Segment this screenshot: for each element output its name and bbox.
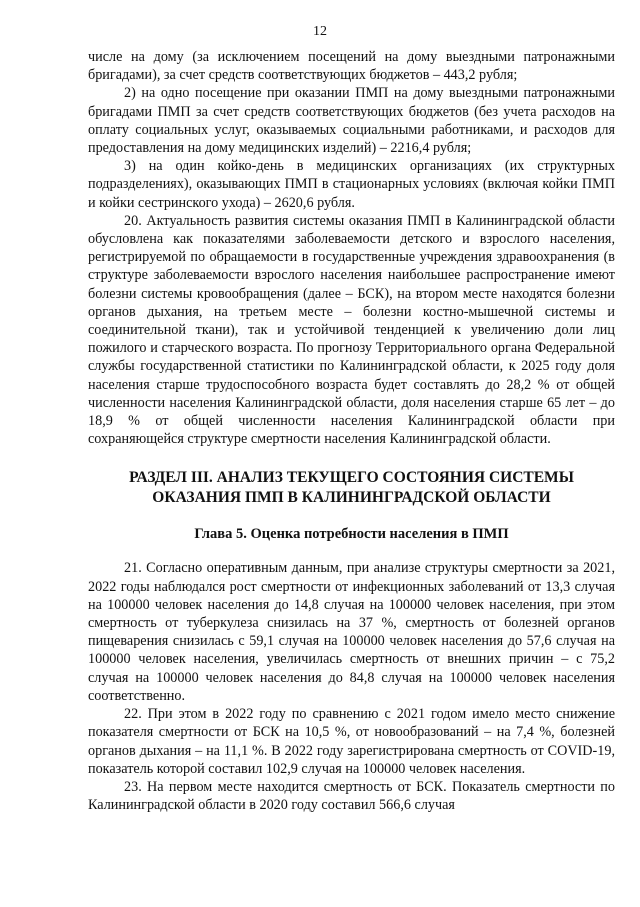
paragraph-23: 23. На первом месте находится смертность от БСК. Показатель смертности по Калининградской области в 2020 году составил 566,6 случая — [88, 778, 615, 814]
paragraph-item-3: 3) на один койко-день в медицинских организациях (их структурных подразделениях), оказывающих ПМП в стационарных условиях (включая койки ПМП и койки сестринского ухода) – 2620,6 рубля. — [88, 158, 615, 211]
paragraph-20: 20. Актуальность развития системы оказания ПМП в Калининградской области обусловлена как показателями заболеваемости детского и взрослого населения, регистрируемой по обращаемости в государственные учреждения здравоохранения (в структуре заболеваемости взрослого населения наибольшее распространение имеют болезни системы кровообращения (далее – БСК), на втором месте находятся болезни органов дыхания, на третьем месте – болезни костно-мышечной системы и соединительной ткани), так и устойчивой тенденцией к увеличению доли лиц пожилого и старческого возраста. По прогнозу Территориального органа Федеральной службы государственной статистики по Калининградской области, к 2025 году доля населения старше трудоспособного возраста будет составлять до 28,2 % от общей численности населения Калининградской области, доля населения старше 65 лет – до 18,9 % от общей численности населения Калининградской области при сохраняющейся структуре смертности населения Калининградской области. — [88, 212, 615, 448]
page-number: 12 — [313, 24, 327, 39]
page-content — [88, 48, 615, 814]
chapter-title: Глава 5. Оценка потребности населения в ПМП — [194, 526, 509, 543]
paragraph-item-2: 2) на одно посещение при оказании ПМП на дому выездными патронажными бригадами ПМП за счет средств соответствующих бюджетов (без учета расходов на оплату социальных услуг, оказываемых социальными работниками, и расходов для предоставления на дому медицинских изделий) – 2216,4 рубля; — [88, 85, 615, 157]
paragraph-21: 21. Согласно оперативным данным, при анализе структуры смертности за 2021, 2022 годы наблюдался рост смертности от инфекционных заболеваний от 13,3 случая на 100000 человек населения до 14,8 случая на 100000 человек населения, при этом смертность от туберкулеза снизилась на 37 %, смертность от болезней органов пищеварения снизилась с 59,1 случая на 100000 человек населения до 57,6 случая на 100000 человек населения, увеличилась смертность от внешних причин – с 75,2 случая на 100000 человек населения до 84,8 случая на 100000 человек населения соответственно. — [88, 560, 615, 704]
paragraph-22: 22. При этом в 2022 году по сравнению с 2021 годом имело место снижение показателя смертности от БСК на 10,5 %, от новообразований – на 7,4 %, болезней органов дыхания – на 11,1 %. В 2022 году зарегистрирована смертность от COVID-19, показатель которой составил 102,9 случая на 100000 человек населения. — [88, 706, 615, 777]
section-title: РАЗДЕЛ III. АНАЛИЗ ТЕКУЩЕГО СОСТОЯНИЯ СИСТЕМЫ ОКАЗАНИЯ ПМП В КАЛИНИНГРАДСКОЙ ОБЛАСТИ — [129, 469, 574, 506]
paragraph-continuation: числе на дому (за исключением посещений на дому выездными патронажными бригадами), за счет средств соответствующих бюджетов – 443,2 рубля; — [88, 49, 615, 84]
